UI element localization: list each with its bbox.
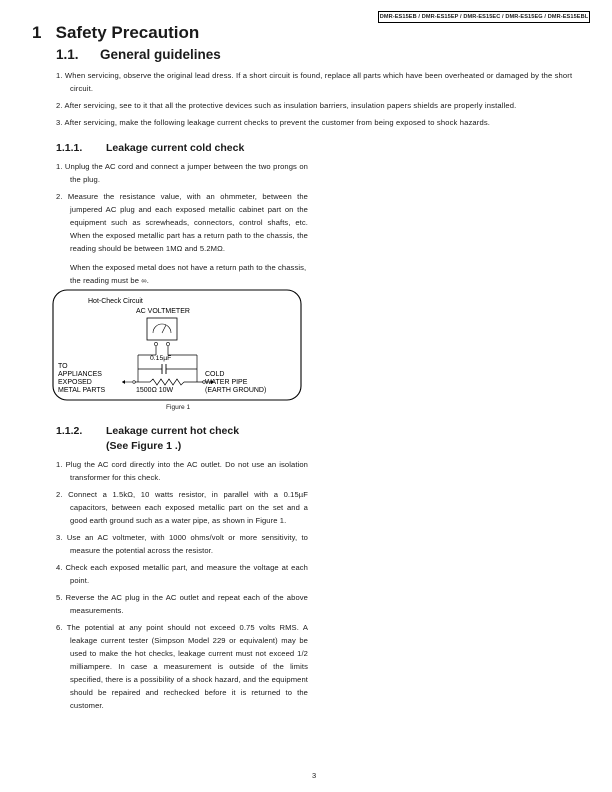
section-title (32, 23, 199, 43)
cold-check-heading (56, 141, 244, 156)
general-guidelines-number: 1.1. (56, 47, 79, 62)
ground-label-line: (EARTH GROUND) (205, 387, 267, 394)
list-item: 2. Connect a 1.5kΩ, 10 watts resistor, in parallel with a 0.15µF capacitors, between each exposed metallic part on the set and a good earth ground such as a water pipe, as shown in Figure 1. (56, 490, 308, 525)
resistor-label: 1500Ω 10W (136, 387, 174, 394)
capacitor-label: 0.15µF (150, 355, 172, 362)
cold-check-list (56, 160, 308, 259)
cold-check-title: Leakage current cold check (106, 142, 245, 154)
general-guidelines-list (56, 69, 582, 133)
appliance-label-line: EXPOSED (58, 379, 92, 386)
section-number: 1 (32, 23, 42, 42)
cold-check-note: When the exposed metal does not have a return path to the chassis, the reading must be ∞. (70, 263, 307, 285)
hot-check-list (56, 458, 308, 716)
appliance-label-line: TO (58, 363, 68, 370)
meter-label: AC VOLTMETER (136, 308, 190, 315)
resistor-symbol (150, 379, 184, 385)
hot-check-title-line2: (See Figure 1 .) (106, 440, 182, 452)
appliance-label (58, 363, 106, 394)
circuit-wires (134, 346, 204, 382)
figure-caption: Figure 1 (166, 404, 191, 411)
ground-label (205, 371, 266, 394)
section-title-text: Safety Precaution (55, 23, 200, 42)
hot-check-circuit-diagram (52, 289, 302, 401)
list-item: 5. Reverse the AC plug in the AC outlet and repeat each of the above measurements. (56, 593, 308, 615)
model-number-header: DMR-ES15EB / DMR-ES15EP / DMR-ES15EC / DMR-ES15EG / DMR-ES15EBL (378, 11, 590, 23)
appliance-label-line: APPLIANCES (58, 371, 102, 378)
hot-check-circuit-figure (52, 289, 302, 401)
hot-check-heading (56, 424, 239, 454)
figure-title: Hot-Check Circuit (88, 298, 143, 305)
list-item: 2. After servicing, see to it that all the protective devices such as insulation barriers, insulation papers shields are properly installed. (56, 101, 517, 110)
list-item: 4. Check each exposed metallic part, and measure the voltage at each point. (56, 563, 308, 585)
ground-label-line: WATER PIPE (205, 379, 248, 386)
general-guidelines-heading (56, 47, 221, 62)
appliance-label-line: METAL PARTS (58, 387, 106, 394)
capacitor-symbol (162, 364, 166, 374)
cold-check-number: 1.1.1. (56, 142, 83, 154)
list-item: 1. Unplug the AC cord and connect a jumper between the two prongs on the plug. (56, 162, 308, 184)
ground-label-line: COLD (205, 371, 225, 378)
hot-check-title: Leakage current hot check (106, 425, 240, 437)
list-item: 1. Plug the AC cord directly into the AC outlet. Do not use an isolation transformer for this check. (56, 460, 308, 482)
general-guidelines-title: General guidelines (100, 47, 221, 62)
arrow-left-icon (122, 380, 132, 384)
list-item: 3. Use an AC voltmeter, with 1000 ohms/volt or more sensitivity, to measure the potential across the resistor. (56, 533, 308, 555)
hot-check-number: 1.1.2. (56, 425, 83, 437)
list-item: 2. Measure the resistance value, with an ohmmeter, between the jumpered AC plug and each exposed metallic cabinet part on the equipment such as screwheads, connectors, control shafts, etc. When the exposed metallic part has a return path to the chassis, the reading should be between 1MΩ and 5.2MΩ. (56, 192, 308, 253)
list-item: 1. When servicing, observe the original lead dress. If a short circuit is found, replace all parts which have been overheated or damaged by the short circuit. (56, 71, 573, 93)
voltmeter-icon (147, 318, 177, 346)
list-item: 3. After servicing, make the following leakage current checks to prevent the customer from being exposed to shock hazards. (56, 118, 491, 127)
list-item: 6. The potential at any point should not exceed 0.75 volts RMS. A leakage current tester (Simpson Model 229 or equivalent) may be used to make the hot checks, leakage current must not exceed 1/2 milliampere. In case a measurement is outside of the limits specified, there is a possibility of a shock hazard, and the equipment should be repaired and rechecked before it is returned to the customer. (56, 623, 308, 710)
page-number: 3 (312, 771, 317, 780)
